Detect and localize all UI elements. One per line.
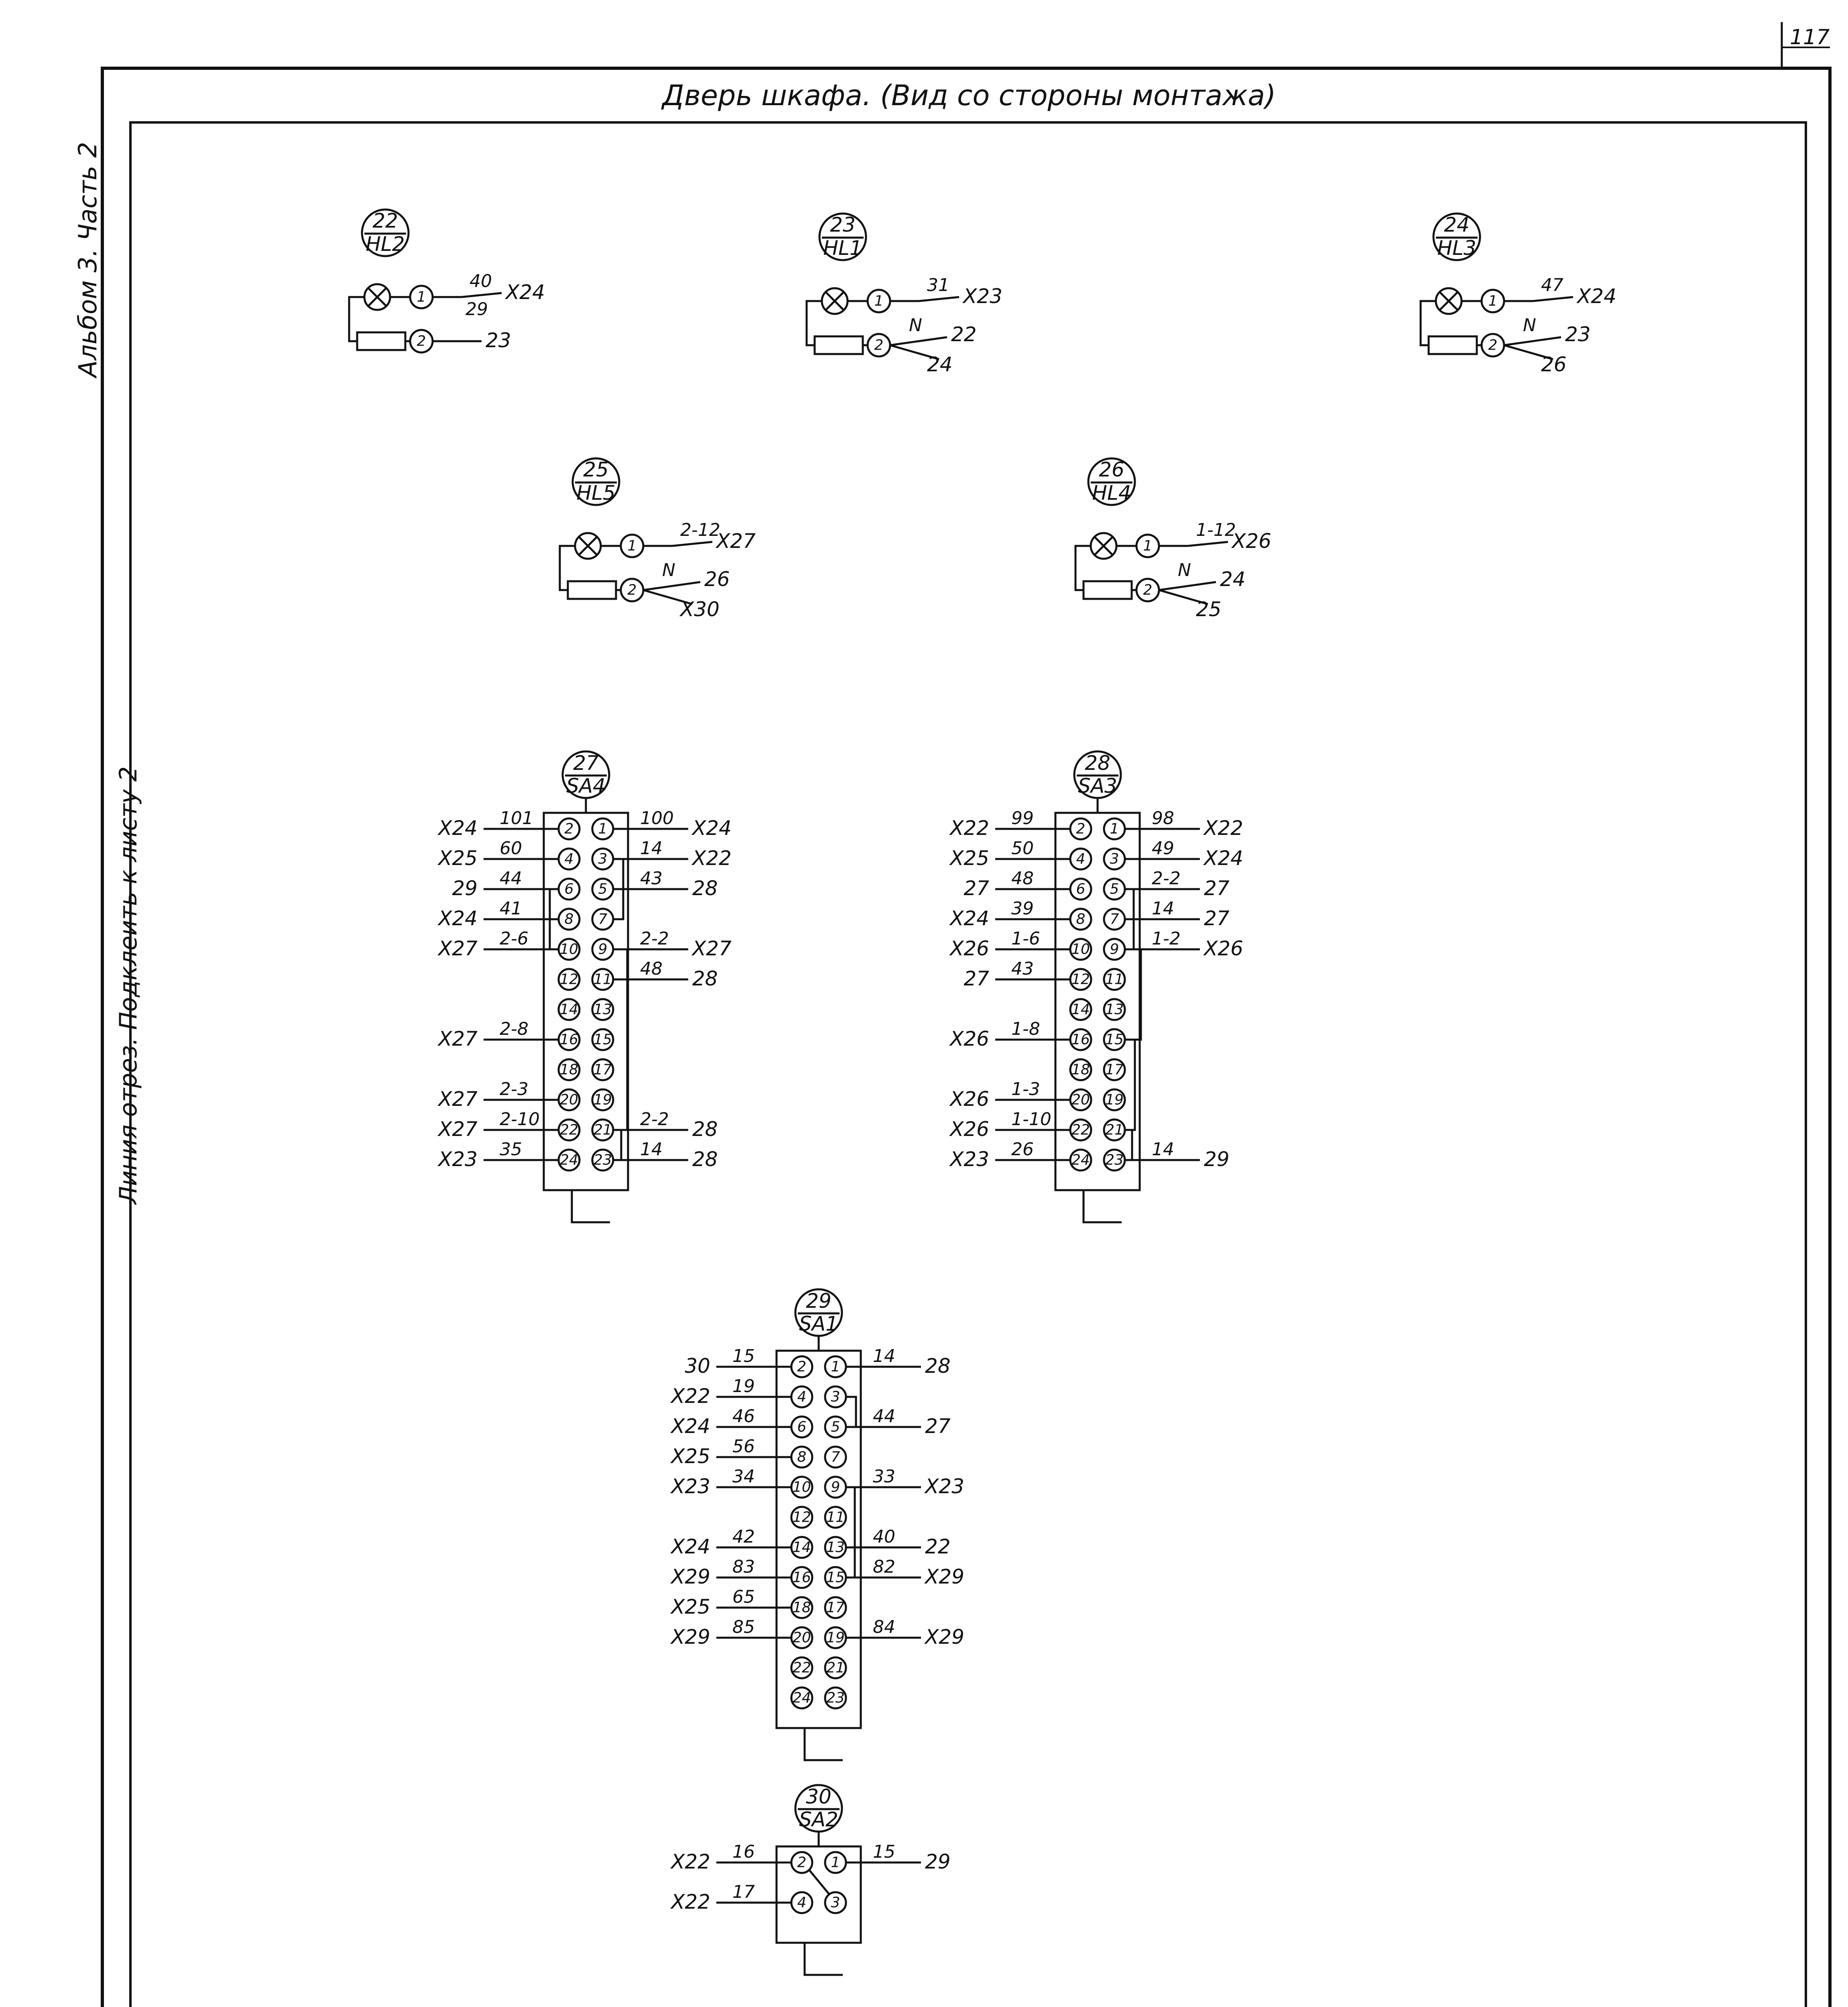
svg-text:1: 1 [1488,293,1498,309]
terminal: 24 [1071,1152,1090,1168]
wire-destination: X23 [438,1148,478,1171]
wire-destination: X23 [671,1475,710,1498]
terminal: 17 [1105,1061,1124,1078]
wire-destination: X22 [671,1850,710,1873]
terminal: 8 [1076,911,1086,928]
wire-number: 40 [470,271,492,291]
wire-destination: 28 [692,967,718,990]
wire-number: 60 [500,838,522,859]
wire-destination: X22 [671,1890,710,1913]
svg-text:1: 1 [417,289,426,305]
terminal: 4 [1076,851,1086,867]
terminal: 22 [560,1122,578,1138]
terminal: 2 [564,820,574,837]
terminal: 16 [793,1569,811,1586]
wire-number: 39 [1011,898,1034,919]
wire-number: 19 [732,1376,755,1396]
wire-number: 14 [873,1346,895,1366]
door-frame [130,122,1806,2007]
wire-number: 99 [1011,808,1034,828]
terminal: 16 [1071,1031,1090,1048]
wire-destination: X29 [671,1625,710,1649]
svg-text:N: N [662,560,675,580]
wire-destination: X27 [438,1117,478,1141]
svg-text:2: 2 [1488,337,1498,354]
switch-sa2 [670,1785,951,1975]
wire-destination: 22 [951,323,977,346]
wire-destination: 27 [1204,907,1230,930]
wire-number: 44 [873,1406,895,1427]
terminal: 18 [793,1599,811,1616]
wire-number: 40 [873,1527,895,1547]
wire-number: 84 [873,1617,895,1637]
wire-destination: X22 [950,816,989,840]
wire-destination: X27 [716,529,756,553]
svg-text:2: 2 [417,333,426,350]
wire-destination: X27 [438,1027,478,1050]
wire-number: 65 [732,1587,755,1607]
wire-destination: X24 [692,816,732,840]
lamp-hl4 [1075,458,1271,621]
terminal: 14 [560,1001,578,1018]
wire-destination: 26 [1541,353,1567,376]
wire-number: 43 [1011,959,1034,979]
terminal: 5 [598,881,608,898]
terminal: 22 [1071,1122,1090,1138]
wire-number: 2-12 [680,520,720,540]
terminal: 20 [560,1091,578,1108]
switch-sa4 [437,751,732,1222]
wire-number: 17 [732,1882,755,1902]
terminal: 20 [793,1629,811,1646]
wire-number: 101 [500,808,533,828]
wire-number: 34 [732,1466,755,1487]
terminal: 11 [1105,971,1124,988]
switch-code: SA3 [1078,774,1117,798]
wire-number: 1-10 [1011,1109,1051,1130]
wire-destination: X26 [950,1087,989,1111]
terminal: 18 [560,1061,578,1078]
lamp-hl3 [1421,213,1616,376]
switch-code: SA2 [799,1808,838,1831]
wire-number: 1-2 [1152,928,1181,949]
terminal: 11 [826,1509,845,1526]
wire-number: 14 [1152,1139,1174,1160]
svg-text:N: N [1178,560,1191,580]
terminal: 21 [826,1659,845,1676]
wire-number: 16 [732,1842,755,1862]
wire-destination: X23 [925,1475,964,1498]
terminal: 19 [826,1629,845,1646]
wire-destination: X22 [671,1384,710,1408]
terminal: 23 [1105,1152,1124,1168]
wire-number: 42 [732,1527,755,1547]
terminal: 12 [1071,971,1090,988]
wire-destination: X24 [506,281,545,304]
lamp-hl5 [560,458,756,621]
terminal: 22 [793,1659,811,1676]
wire-number: 46 [732,1406,755,1427]
wire-number: 14 [640,838,663,859]
wire-number: 43 [640,868,663,889]
wire-number: 1-12 [1196,520,1236,540]
wire-number: 2-2 [1152,868,1181,889]
svg-text:2: 2 [627,582,637,598]
wire-destination: 29 [925,1850,951,1873]
wire-number: 2-10 [500,1109,540,1130]
wire-destination: X24 [671,1415,710,1438]
wire-destination: 28 [692,1117,718,1141]
svg-text:2: 2 [874,337,884,354]
wire-number: 48 [640,959,663,979]
wire-destination: 28 [692,1148,718,1171]
wire-number: 1-8 [1011,1019,1040,1039]
switch-code: SA1 [799,1312,838,1335]
wire-number: 26 [1011,1139,1034,1160]
terminal: 8 [797,1449,807,1466]
wire-destination: X24 [438,816,478,840]
lamp-hl2 [349,209,545,352]
wire-destination: 24 [927,353,953,376]
wire-destination: X26 [950,1117,989,1141]
wire-destination: 23 [486,329,511,352]
terminal: 11 [594,971,612,988]
terminal: 5 [831,1419,840,1435]
wire-number: 82 [873,1557,895,1577]
terminal: 6 [797,1419,807,1435]
wire-destination: 24 [1220,568,1246,591]
terminal: 3 [1110,851,1119,867]
wire-number: 15 [732,1346,755,1366]
terminal: 4 [564,851,574,867]
wire-number: 1-6 [1011,928,1040,949]
wire-destination: X24 [438,907,478,930]
terminal: 9 [1110,941,1119,958]
terminal: 21 [594,1122,612,1138]
terminal: 6 [564,881,574,898]
lamp-code: HL1 [823,236,862,260]
terminal: 9 [831,1479,840,1496]
wire-number: 14 [640,1139,663,1160]
wire-number: 2-3 [500,1079,529,1099]
wire-number: 56 [732,1436,755,1457]
wire-destination: X26 [1204,937,1243,960]
svg-text:N: N [1523,315,1536,336]
wire-number: 1-3 [1011,1079,1040,1099]
terminal: 3 [598,851,608,867]
lamp-number: 23 [830,213,856,236]
terminal: 23 [594,1152,612,1168]
terminal: 13 [594,1001,612,1018]
terminal: 4 [797,1894,807,1911]
wire-destination: X26 [950,1027,989,1050]
terminal: 24 [793,1689,811,1706]
terminal: 1 [598,820,608,837]
wire-number: 41 [500,898,522,919]
terminal: 19 [594,1091,612,1108]
wire-number: 50 [1011,838,1034,859]
wire-destination: 22 [925,1535,951,1558]
switch-code: SA4 [566,774,606,798]
wire-destination: 29 [1204,1148,1230,1171]
wire-number: 35 [500,1139,522,1160]
wire-destination: 26 [704,568,730,591]
wire-destination: X27 [438,937,478,960]
terminal: 21 [1105,1122,1124,1138]
terminal: 15 [594,1031,612,1048]
wire-destination: X30 [680,598,720,621]
wire-destination: X25 [671,1595,710,1618]
svg-text:2: 2 [1143,582,1153,598]
terminal: 10 [793,1479,811,1496]
terminal: 17 [826,1599,845,1616]
wire-destination: 27 [925,1415,951,1438]
terminal: 15 [826,1569,845,1586]
wire-destination: 27 [964,877,989,900]
wire-destination: X23 [963,285,1002,308]
terminal: 14 [1071,1001,1090,1018]
wire-destination: X26 [1232,529,1271,553]
wire-destination: X29 [925,1625,964,1649]
terminal: 9 [598,941,608,958]
wire-destination: X27 [692,937,732,960]
switch-number: 27 [573,751,599,775]
terminal: 7 [831,1449,840,1466]
wire-destination: X22 [1204,816,1243,840]
terminal: 23 [826,1689,845,1706]
terminal: 1 [1110,820,1119,837]
switch-sa3 [949,751,1243,1222]
wire-destination: X26 [950,937,989,960]
terminal: 10 [1071,941,1090,958]
wire-number: 15 [873,1842,895,1862]
terminal: 24 [560,1152,578,1168]
wire-number: 2-2 [640,1109,669,1130]
wire-number: 14 [1152,898,1174,919]
terminal: 19 [1105,1091,1124,1108]
switch-number: 28 [1085,751,1110,775]
svg-text:1: 1 [874,293,884,309]
terminal: 5 [1110,881,1119,898]
terminal: 18 [1071,1061,1090,1078]
terminal: 2 [1076,820,1086,837]
wire-destination: X22 [692,847,732,870]
wire-destination: X24 [1204,847,1243,870]
wire-number: 98 [1152,808,1174,828]
wire-number: 29 [466,299,488,320]
cut-line-label: Линия отрез. Подклеить к листу 2 [114,766,142,1204]
terminal: 12 [793,1509,811,1526]
wire-destination: 23 [1565,323,1591,346]
wire-destination: 28 [692,877,718,900]
svg-text:N: N [909,315,922,336]
lamp-number: 24 [1444,213,1470,236]
lamp-number: 26 [1099,458,1124,481]
sheet-header: Дверь шкафа. (Вид со стороны монтажа) [662,79,1276,112]
wire-destination: X25 [950,847,989,870]
terminal: 2 [797,1358,807,1375]
lamp-code: HL4 [1092,481,1131,505]
svg-text:1: 1 [627,537,637,554]
wire-destination: 25 [1196,598,1222,621]
wire-number: 49 [1152,838,1174,859]
wire-destination: 29 [452,877,478,900]
switch-number: 30 [806,1785,831,1808]
lamp-hl1 [807,213,1002,376]
terminal: 8 [564,911,574,928]
terminal: 10 [560,941,578,958]
terminal: 20 [1071,1091,1090,1108]
terminal: 3 [831,1388,840,1405]
terminal: 1 [831,1358,840,1375]
wire-number: 2-2 [640,928,669,949]
wire-destination: X25 [671,1445,710,1468]
wire-number: 33 [873,1466,895,1487]
wire-number: 2-6 [500,928,529,949]
terminal: 7 [1110,911,1119,928]
svg-text:1: 1 [1143,537,1153,554]
wire-number: 44 [500,868,522,889]
wire-number: 31 [927,275,949,295]
terminal: 3 [831,1894,840,1911]
wire-destination: X23 [950,1148,989,1171]
lamp-number: 25 [583,458,609,481]
terminal: 13 [1105,1001,1124,1018]
wire-destination: X25 [438,847,478,870]
terminal: 2 [797,1854,807,1871]
terminal: 7 [598,911,608,928]
wire-destination: 30 [685,1354,710,1378]
switch-number: 29 [806,1289,831,1313]
terminal: 6 [1076,881,1086,898]
terminal: 14 [793,1539,811,1556]
album-label: Альбом 3. Часть 2 [73,142,102,377]
wire-destination: X29 [671,1565,710,1588]
wire-number: 83 [732,1557,755,1577]
wire-number: 48 [1011,868,1034,889]
wire-destination: 28 [925,1354,951,1378]
lamp-number: 22 [372,209,398,232]
page-number: 117 [1790,25,1830,49]
terminal: 16 [560,1031,578,1048]
wire-destination: X24 [671,1535,710,1558]
wire-destination: 27 [1204,877,1230,900]
wire-destination: 27 [964,967,989,990]
terminal: 12 [560,971,578,988]
lamp-code: HL3 [1437,236,1476,260]
terminal: 4 [797,1388,807,1405]
terminal: 17 [594,1061,612,1078]
lamp-code: HL2 [366,232,405,256]
terminal: 13 [826,1539,845,1556]
wire-destination: X27 [438,1087,478,1111]
wire-destination: X24 [1577,285,1616,308]
switch-sa1 [670,1289,964,1760]
wire-number: 2-8 [500,1019,529,1039]
lamp-code: HL5 [576,481,616,505]
wire-number: 100 [640,808,674,828]
wire-destination: X29 [925,1565,964,1588]
wire-destination: X24 [950,907,989,930]
wire-number: 85 [732,1617,755,1637]
terminal: 1 [831,1854,840,1871]
terminal: 15 [1105,1031,1124,1048]
wire-number: 47 [1541,275,1563,295]
